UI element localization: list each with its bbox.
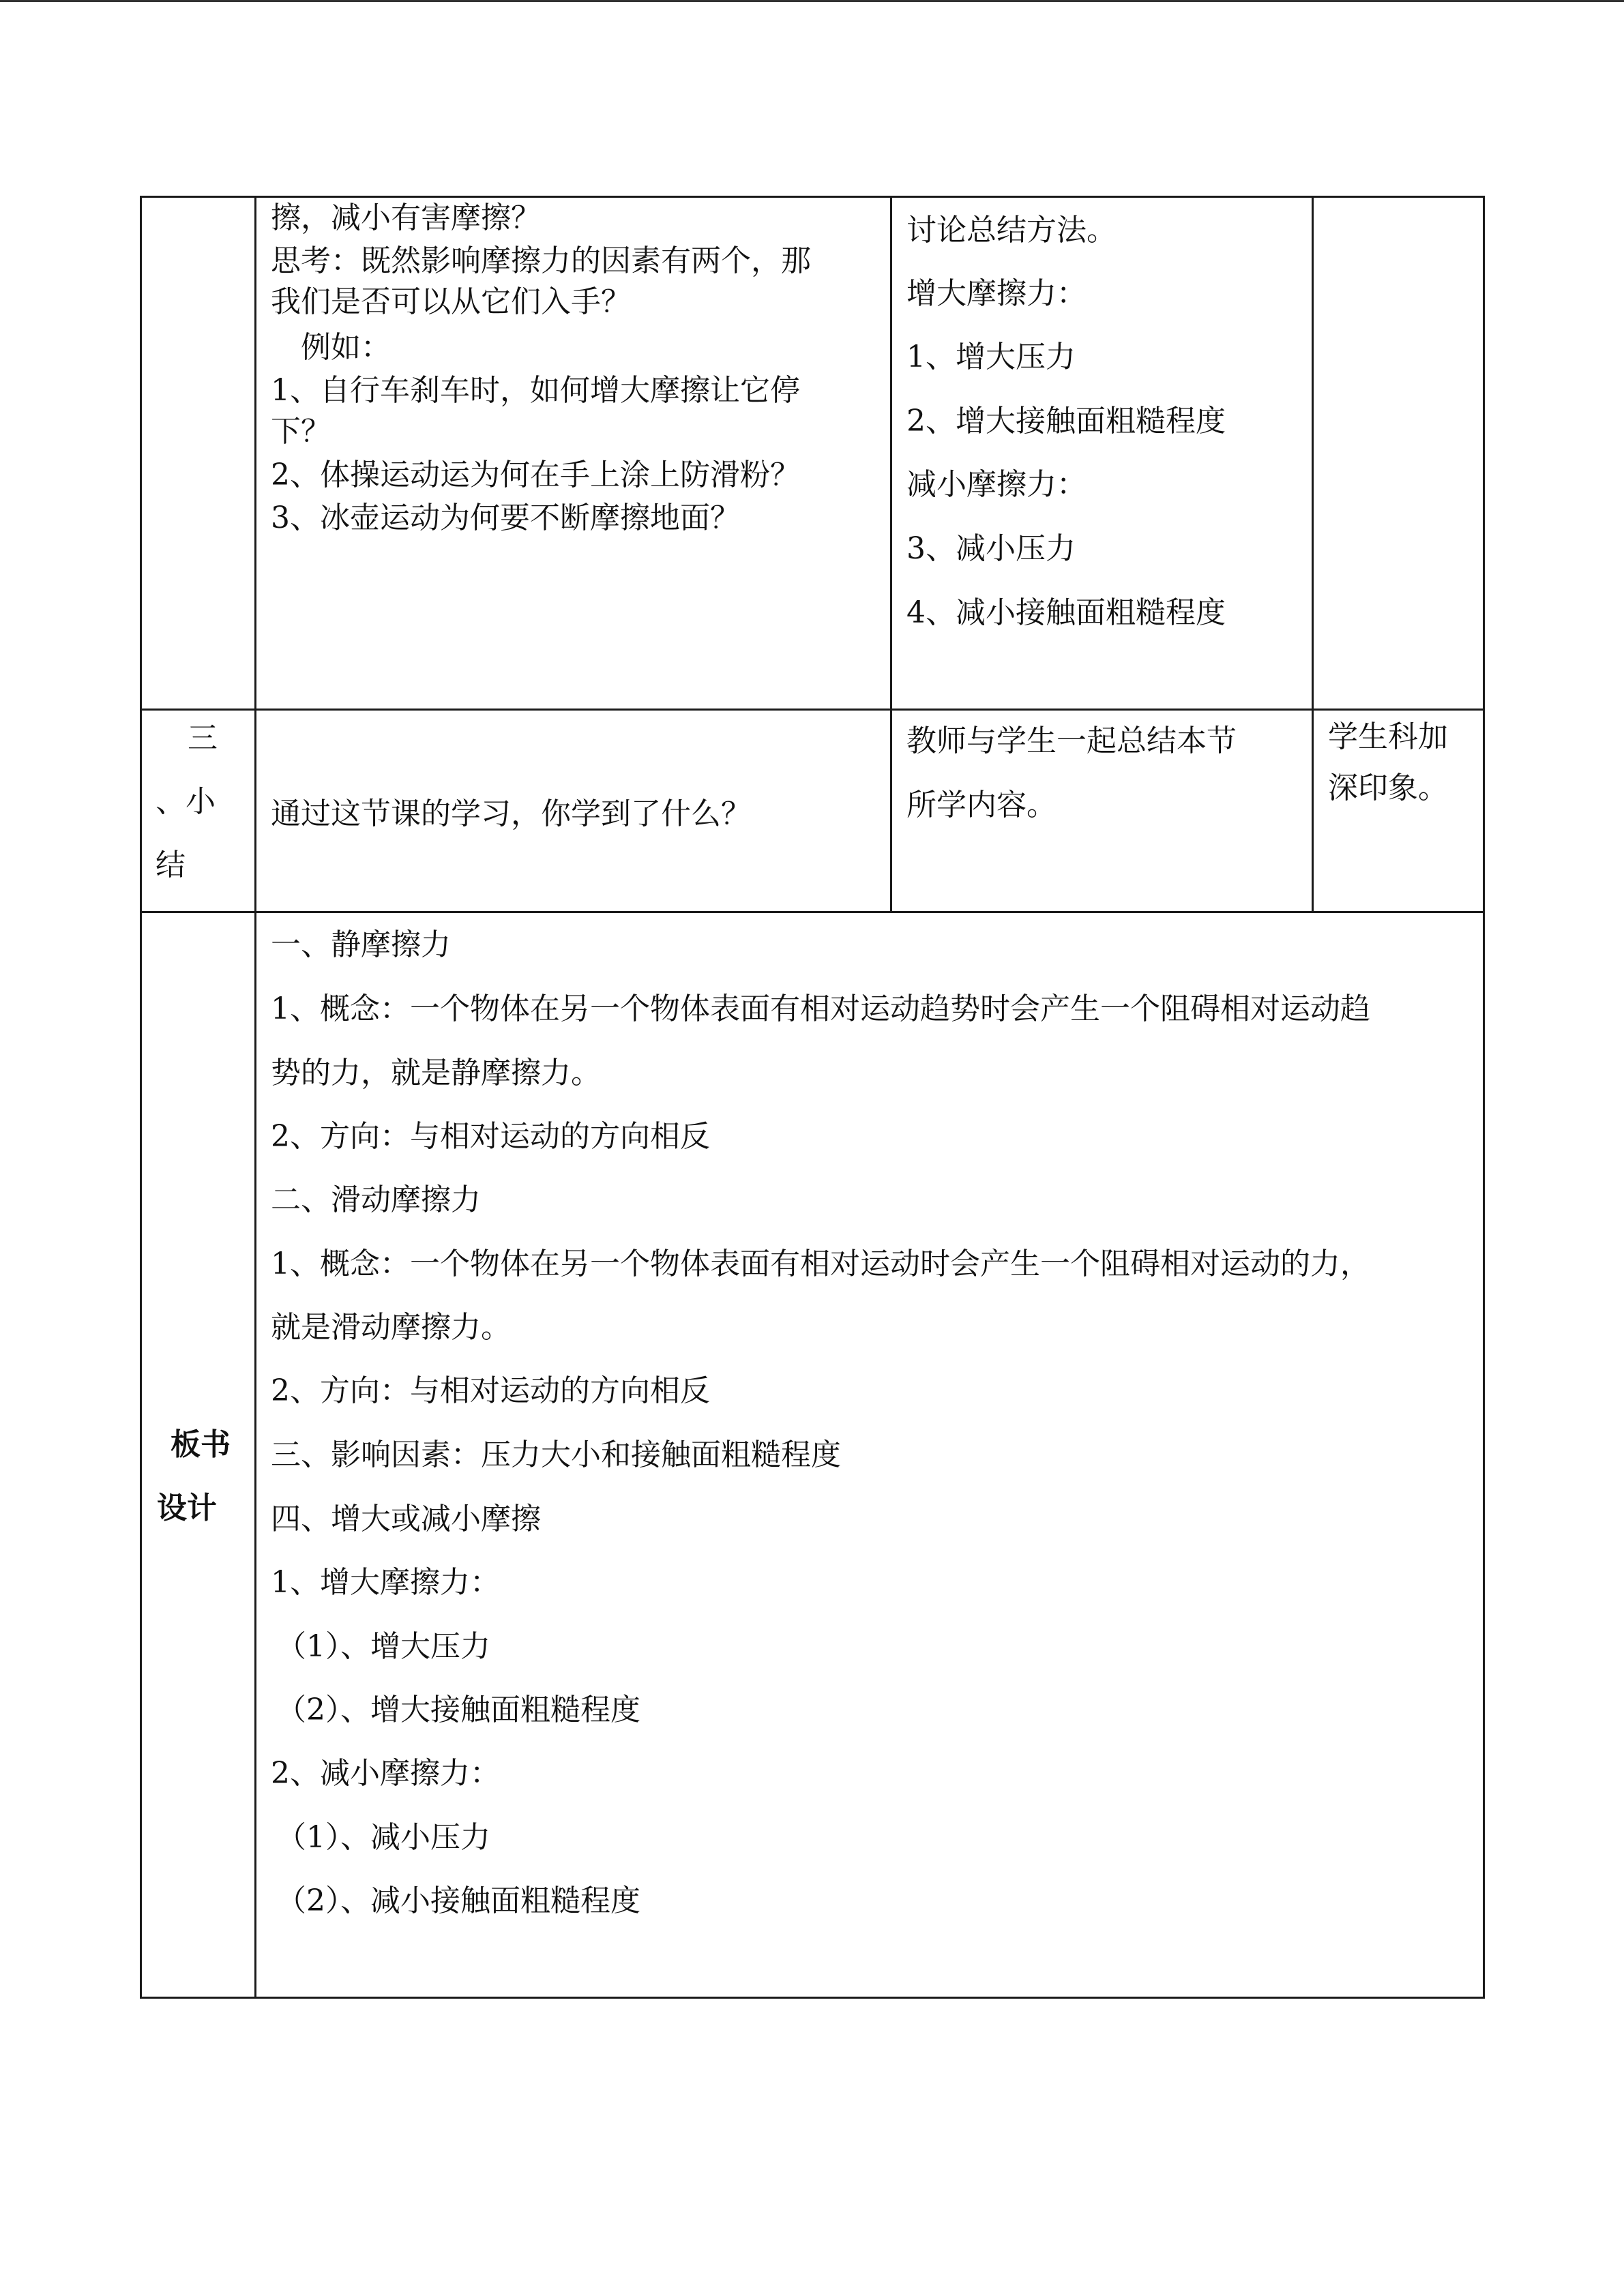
board-line: 就是滑动摩擦力。 [271,1310,511,1345]
table-line-col1 [254,196,256,1999]
board-line: 1、概念：一个物体在另一个物体表面有相对运动趋势时会产生一个阻碍相对运动趋 [271,992,1370,1026]
board-line: 2、方向：与相对运动的方向相反 [271,1373,710,1408]
row2-label-line: 、小 [156,784,216,819]
row1-activity-line: 增大摩擦力： [906,276,1087,311]
row1-activity-line: 2、增大接触面粗糙程度 [906,404,1226,438]
row1-text-line: 1、自行车刹车时，如何增大摩擦让它停 [271,373,800,408]
table-line-top [140,196,1485,198]
table-line-right [1483,196,1485,1999]
board-line: （2）、增大接触面粗糙程度 [276,1693,640,1727]
table-line-col2 [890,196,892,913]
table-line-row2-bottom [140,911,1485,913]
row2-label-line: 结 [156,848,186,882]
board-line: 1、概念：一个物体在另一个物体表面有相对运动时会产生一个阻碍相对运动的力， [271,1247,1370,1281]
board-line: 四、增大或减小摩擦 [271,1502,541,1536]
row3-label-line: 板书 [171,1427,231,1462]
row2-activity-line: 教师与学生一起总结本节 [906,724,1237,758]
table-line-col3 [1312,196,1314,913]
board-line: 三、影响因素：压力大小和接触面粗糙程度 [271,1437,841,1472]
row3-label-line: 设计 [157,1491,217,1525]
row1-activity-line: 减小摩擦力： [906,467,1087,502]
board-line: 二、滑动摩擦力 [271,1182,481,1217]
page-top-border [0,0,1624,2]
row2-label-line: 三 [188,721,218,756]
row1-text-line: 例如： [271,330,391,365]
row1-text-line: 2、体操运动运为何在手上涂上防滑粉？ [271,458,800,492]
row1-text-line: 下？ [271,414,331,449]
board-line: 2、方向：与相对运动的方向相反 [271,1119,710,1154]
board-line: （1）、增大压力 [276,1629,490,1664]
row1-activity-line: 3、减小压力 [906,531,1076,566]
board-line: 势的力，就是静摩擦力。 [271,1056,601,1090]
row1-activity-line: 4、减小接触面粗糙程度 [906,595,1226,630]
row1-activity-line: 讨论总结方法。 [906,213,1117,248]
row2-activity-line: 所学内容。 [906,788,1057,822]
table-line-left [140,196,142,1999]
table-line-row1-bottom [140,709,1485,711]
row1-text-line: 擦，减小有害摩擦？ [271,200,541,235]
row1-text-line: 3、冰壶运动为何要不断摩擦地面？ [271,501,740,535]
row2-question: 通过这节课的学习，你学到了什么？ [271,796,751,831]
row1-activity-line: 1、增大压力 [906,340,1076,374]
row2-intent-line: 深印象。 [1328,771,1448,805]
table-line-bottom [140,1997,1485,1999]
row1-text-line: 思考：既然影响摩擦力的因素有两个，那 [271,243,811,278]
row2-intent-line: 学生科加 [1328,719,1448,754]
board-line: （2）、减小接触面粗糙程度 [276,1883,640,1918]
row1-text-line: 我们是否可以从它们入手？ [271,284,631,319]
board-line: 1、增大摩擦力： [271,1565,500,1600]
board-line: 2、减小摩擦力： [271,1756,500,1791]
board-line: 一、静摩擦力 [271,927,451,962]
board-line: （1）、减小压力 [276,1820,490,1855]
